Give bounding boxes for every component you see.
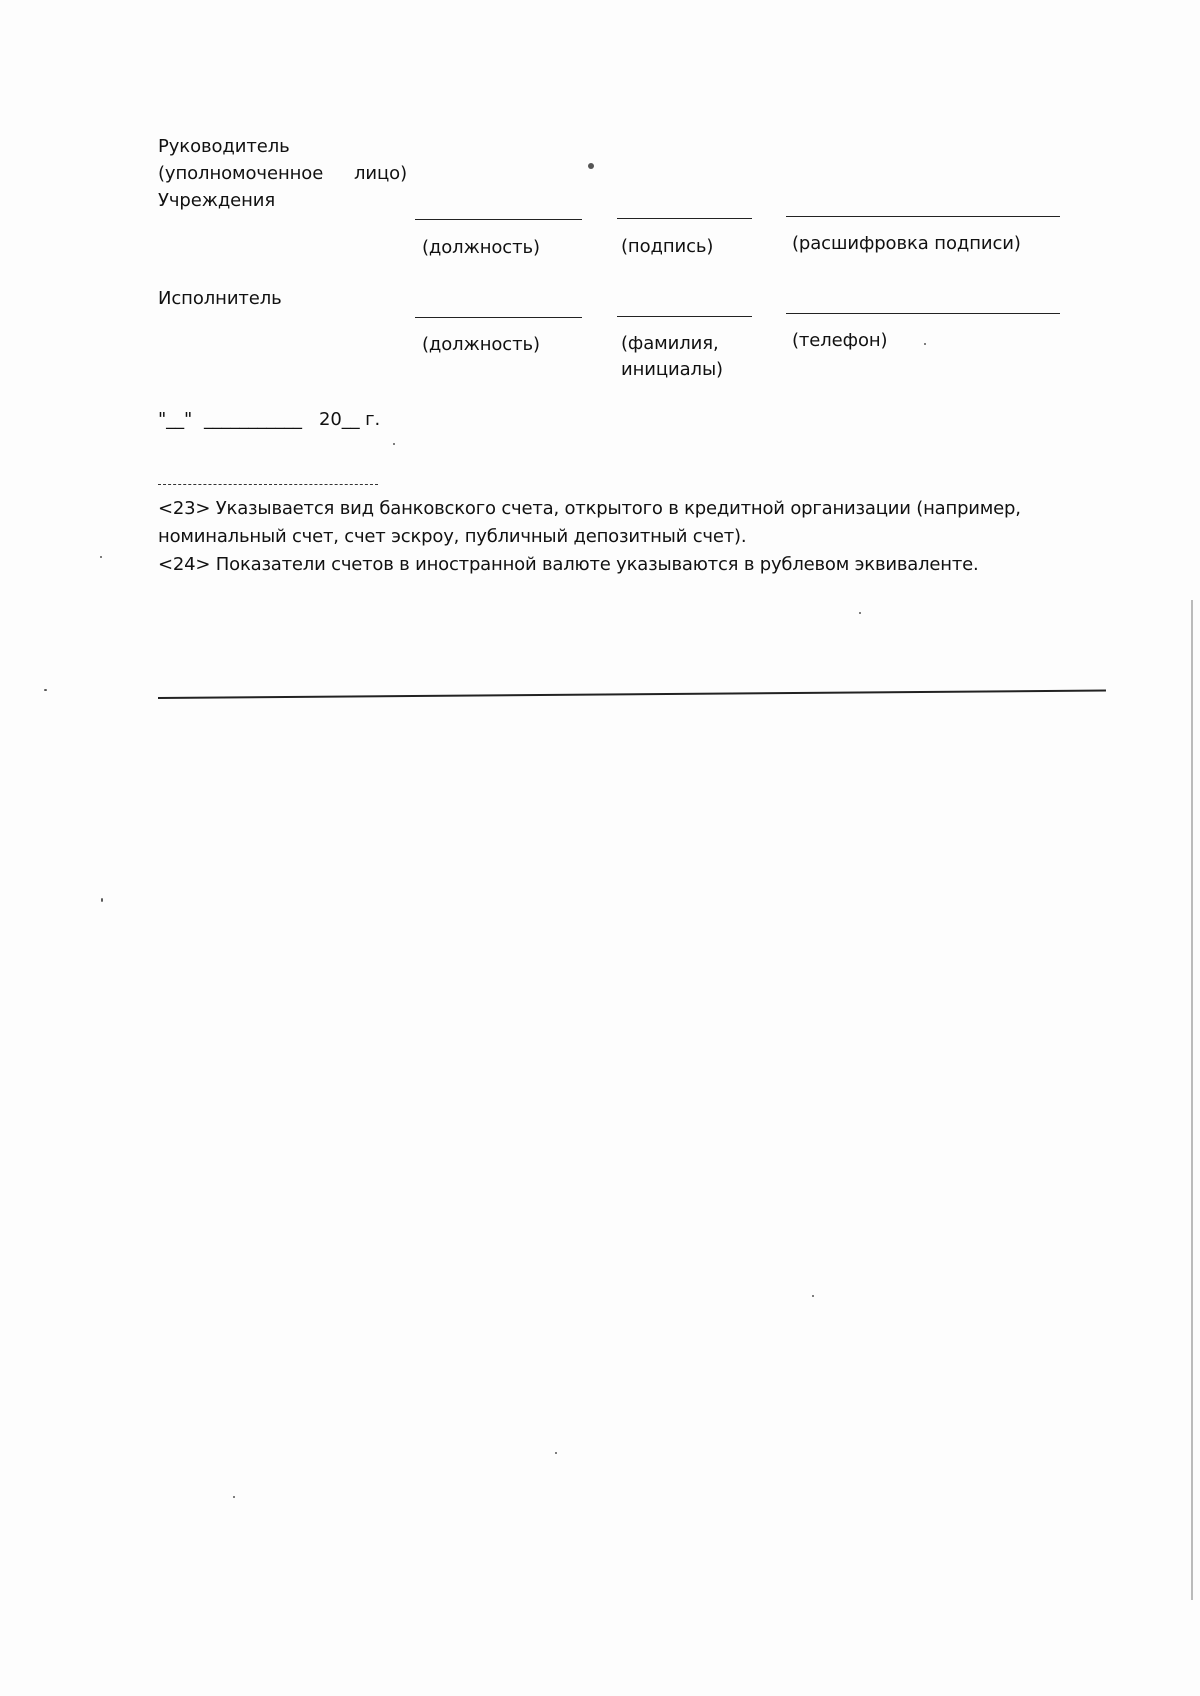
head-label-line2a: (уполномоченное [158,163,324,184]
executor-position-line [415,317,582,318]
scan-speck [859,612,861,614]
scan-speck [101,898,103,902]
executor-name-line [617,316,752,317]
scan-edge [1191,600,1193,1600]
scan-speck [924,343,926,345]
head-signature-line [617,218,752,219]
scan-speck [588,163,594,169]
scan-speck [393,443,395,445]
head-caption-position: (должность) [422,237,540,258]
head-label-line3: Учреждения [158,190,276,211]
scan-speck [100,556,102,558]
head-caption-decoding: (расшифровка подписи) [792,233,1021,254]
executor-caption-phone: (телефон) [792,330,888,351]
executor-phone-line [786,313,1060,314]
footnote-23-line1: <23> Указывается вид банковского счета, открытого в кредитной организации (например, [158,498,1021,519]
executor-caption-name-line1: (фамилия, [621,333,719,354]
executor-caption-position: (должность) [422,334,540,355]
footnote-24: <24> Показатели счетов в иностранной валюте указываются в рублевом эквиваленте. [158,554,979,575]
scan-speck [233,1496,235,1498]
scan-speck [812,1295,814,1297]
head-caption-signature: (подпись) [621,236,714,257]
scan-speck [555,1452,557,1454]
footnote-23-line2: номинальный счет, счет эскроу, публичный депозитный счет). [158,526,747,547]
footnote-separator [158,484,378,485]
scan-speck [44,689,47,691]
date-month-blank: ___________ [204,409,302,430]
head-label-line1: Руководитель [158,136,290,157]
executor-caption-name-line2: инициалы) [621,359,723,380]
date-year: 20__ г. [319,409,381,430]
bottom-rule [158,690,1106,699]
head-position-line [415,219,582,220]
executor-label: Исполнитель [158,288,282,309]
date-day: "__" [158,409,193,430]
head-label-line2b: лицо) [354,163,407,184]
head-decoding-line [786,216,1060,217]
